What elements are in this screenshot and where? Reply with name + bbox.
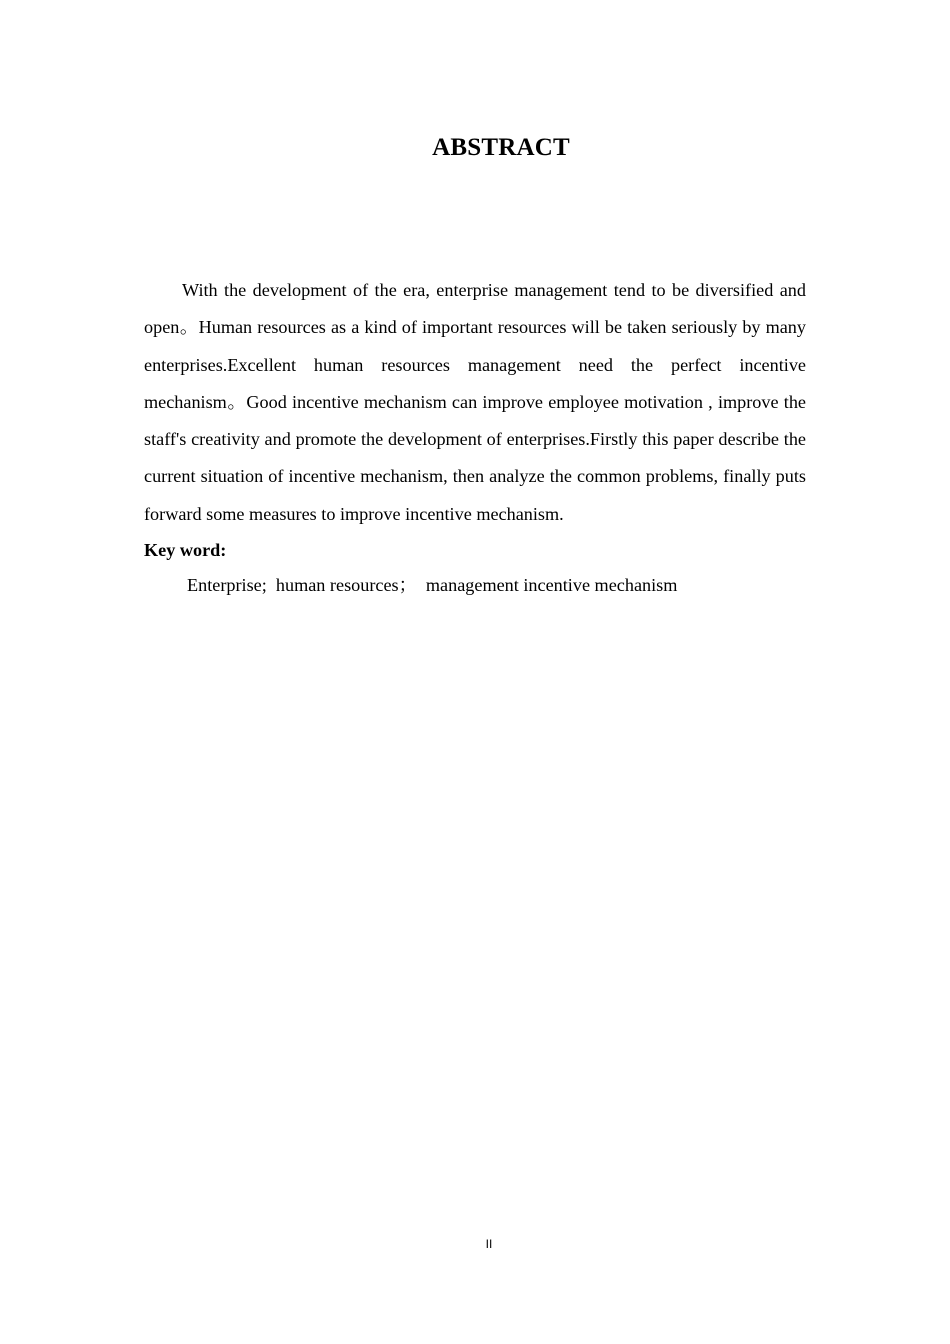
page-number: II <box>485 1237 493 1251</box>
abstract-title: ABSTRACT <box>432 134 570 161</box>
keywords-heading: Key word: <box>144 540 227 560</box>
abstract-paragraph: With the development of the era, enterprise management tend to be diversified and open。Human resources as a kind of important resources will be taken seriously by many enterprises.Excellent human resources management need the perfect incentive mechanism。Good incentive mechanism can improve employee motivation , improve the staff's creativity and promote the development of enterprises.Firstly this paper describe the current situation of incentive mechanism, then analyze the common problems, finally puts forward some measures to improve incentive mechanism. <box>144 280 806 524</box>
keywords-list: Enterprise; human resources； management incentive mechanism <box>187 575 678 595</box>
